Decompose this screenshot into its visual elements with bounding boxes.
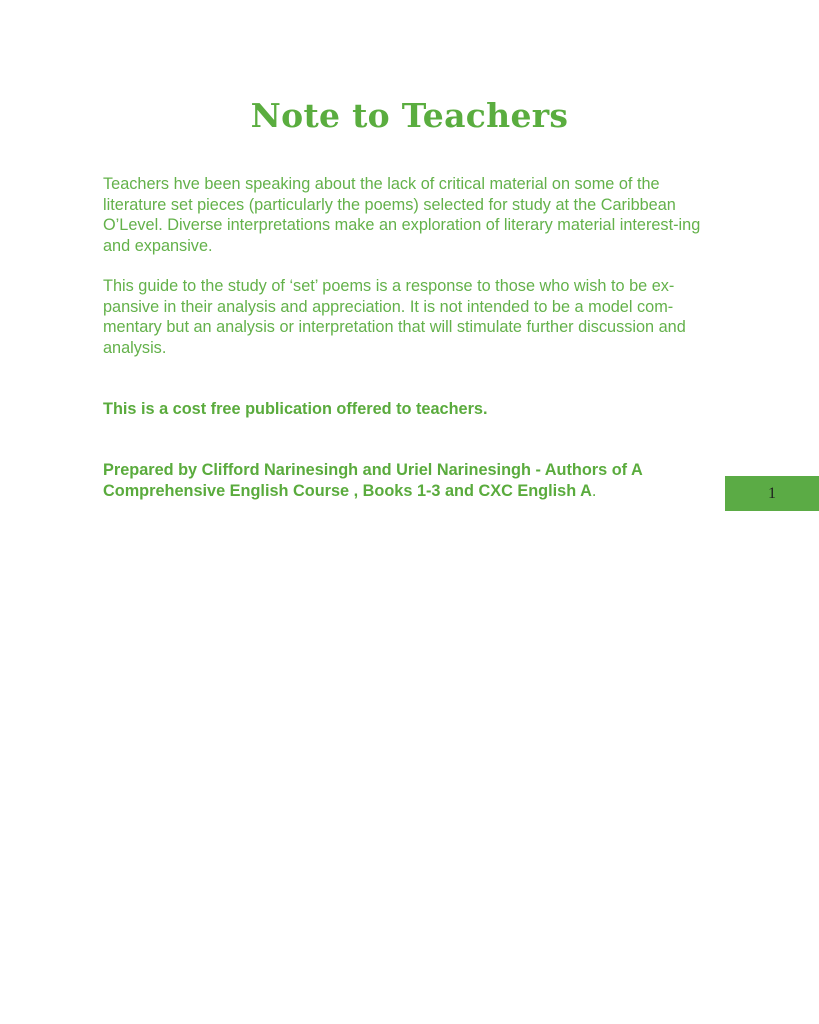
authors-credit-period: . bbox=[591, 481, 597, 500]
page-number-tab bbox=[725, 476, 819, 511]
cost-free-notice: This is a cost free publication offered to teachers. bbox=[103, 400, 488, 418]
page-title: Note to Teachers bbox=[250, 96, 569, 135]
authors-credit-text: Prepared by Clifford Narinesingh and Uriel Narinesingh - Authors of A Comprehensive English Course , Books 1-3 and CXC English A bbox=[103, 461, 643, 500]
authors-credit bbox=[103, 460, 703, 501]
purpose-paragraph: This guide to the study of ‘set’ poems is a response to those who wish to be ex-pansive in their analysis and appreciation. It is not intended to be a model com-mentary but an analysis or interpretation that will stimulate further discussion and analysis. bbox=[103, 277, 686, 357]
intro-paragraph: Teachers hve been speaking about the lack of critical material on some of the literature set pieces (particularly the poems) selected for study at the Caribbean O’Level. Diverse interpretations make an exploration of literary material interest-ing and expansive. bbox=[103, 175, 701, 255]
page-number: 1 bbox=[768, 484, 776, 502]
